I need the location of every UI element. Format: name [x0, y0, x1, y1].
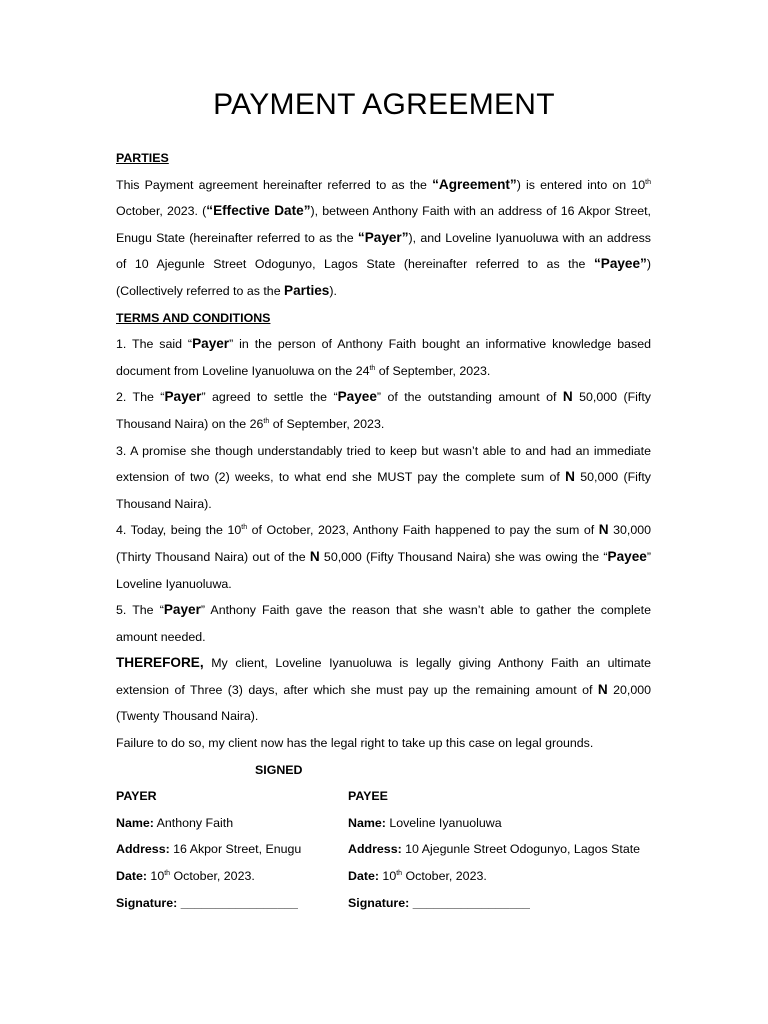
term-1 [116, 331, 651, 384]
term-text: ” of the outstanding amount of [376, 390, 563, 405]
payee-date [348, 863, 651, 890]
parties-heading-text: PARTIES [116, 151, 169, 165]
naira-symbol: N [565, 469, 575, 485]
parties-text: ) (Collectively referred to as the [116, 257, 651, 298]
payer-block [116, 783, 348, 916]
naira-symbol: N [309, 548, 320, 564]
ordinal-suffix: th [396, 870, 403, 878]
date-value: 10 [378, 869, 397, 884]
signed-label: SIGNED [255, 762, 303, 777]
term-5 [116, 597, 651, 650]
term-text: ” agreed to settle the “ [201, 390, 338, 405]
term-text: ” in the person of Anthony Faith bought an informative knowledge based document from Loveline Iyanuoluwa on the 24 [116, 337, 651, 378]
payee-term: Payee [607, 548, 647, 564]
effective-date-term: “Effective Date” [206, 203, 311, 219]
payee-heading: PAYEE [348, 789, 388, 804]
parties-heading [116, 145, 651, 172]
term-text: 2. The “ [116, 390, 165, 405]
payer-term: “Payer” [357, 229, 409, 245]
term-text: 1. The said “ [116, 337, 193, 352]
payee-block [348, 783, 651, 916]
term-text: ” Anthony Faith gave the reason that she wasn’t able to gather the complete amount needed. [116, 603, 651, 644]
term-3 [116, 438, 651, 518]
term-text: 50,000 (Fifty Thousand Naira) she was owing the “ [319, 549, 608, 564]
document-body [116, 145, 651, 916]
term-text: 30,000 (Thirty Thousand Naira) out of the [116, 523, 652, 564]
name-value: Anthony Faith [153, 815, 234, 830]
payee-signature [348, 890, 651, 917]
parties-paragraph [116, 172, 651, 305]
ordinal-suffix: th [164, 870, 171, 878]
signature-section [116, 783, 651, 916]
term-text: ” Loveline Iyanuoluwa. [116, 549, 651, 591]
payer-heading: PAYER [116, 789, 157, 804]
payee-address [348, 836, 651, 863]
payer-date [116, 863, 348, 890]
name-label: Name: [116, 815, 154, 830]
ordinal-suffix: th [263, 417, 270, 425]
payee-name [348, 810, 651, 837]
signature-label: Signature: [348, 895, 410, 910]
term-text: 50,000 (Fifty Thousand Naira) on the 26 [116, 390, 651, 431]
naira-symbol: N [597, 681, 608, 697]
parties-text: ). [329, 283, 337, 298]
payer-term: Payer [192, 336, 230, 352]
term-text: 3. A promise she though understandably tried to keep but wasn’t able to and had an immediate extension of two (2) weeks, to what end she MUST pay the complete sum of [116, 443, 651, 485]
ordinal-suffix: th [645, 178, 651, 186]
parties-text: ), and Loveline Iyanuoluwa with an address of 10 Ajegunle Street Odogunyo, Lagos State (hereinafter referred to as the [116, 230, 651, 272]
naira-symbol: N [562, 389, 573, 405]
therefore-label: THEREFORE, [116, 655, 204, 671]
term-2 [116, 384, 651, 437]
therefore-text: 20,000 (Twenty Thousand Naira). [116, 682, 651, 724]
payer-signature [116, 890, 348, 917]
address-label: Address: [348, 842, 402, 857]
term-text: of September, 2023. [269, 416, 385, 431]
parties-text: ) is entered into on 10 [516, 177, 646, 192]
date-label: Date: [116, 869, 147, 884]
payer-name [116, 810, 348, 837]
signature-line: _________________ [409, 895, 530, 910]
name-label: Name: [348, 815, 386, 830]
address-value: 16 Akpor Street, Enugu [169, 842, 302, 857]
parties-text: ), between Anthony Faith with an address of 16 Akpor Street, Enugu State (hereinafter referred to as the [116, 204, 651, 245]
term-text: 5. The “ [116, 603, 164, 618]
date-label: Date: [348, 869, 379, 884]
ordinal-suffix: th [369, 364, 376, 372]
terms-heading [116, 305, 651, 332]
payer-term: Payer [163, 602, 201, 618]
naira-symbol: N [598, 522, 609, 538]
date-value: October, 2023. [170, 869, 255, 884]
payee-term: Payee [337, 389, 377, 405]
payer-term: Payer [164, 389, 202, 405]
address-label: Address: [116, 842, 170, 857]
therefore-paragraph [116, 650, 651, 730]
signature-line: _________________ [177, 895, 298, 910]
term-text: of October, 2023, Anthony Faith happened to pay the sum of [247, 523, 599, 538]
parties-term: Parties [284, 282, 330, 298]
term-text: 4. Today, being the 10 [116, 523, 242, 538]
term-4 [116, 517, 651, 597]
term-text: 50,000 (Fifty Thousand Naira). [116, 470, 651, 511]
date-value: 10 [146, 869, 165, 884]
therefore-text: My client, Loveline Iyanuoluwa is legally giving Anthony Faith an ultimate extension of Three (3) days, after which she must pay up the remaining amount of [116, 656, 651, 697]
term-text: of September, 2023. [375, 363, 491, 378]
address-value: 10 Ajegunle Street Odogunyo, Lagos State [401, 842, 641, 857]
payee-term: “Payee” [593, 256, 647, 272]
failure-paragraph: Failure to do so, my client now has the legal right to take up this case on legal grounds. [116, 736, 594, 751]
document-title: PAYMENT AGREEMENT [213, 88, 555, 121]
ordinal-suffix: th [241, 524, 248, 532]
signature-label: Signature: [116, 895, 178, 910]
terms-heading-text: TERMS AND CONDITIONS [116, 310, 271, 325]
agreement-term: “Agreement” [432, 176, 517, 192]
date-value: October, 2023. [402, 869, 487, 884]
payer-address [116, 836, 348, 863]
parties-text: This Payment agreement hereinafter referred to as the [116, 177, 433, 192]
parties-text: October, 2023. ( [116, 204, 207, 219]
name-value: Loveline Iyanuoluwa [385, 815, 502, 830]
